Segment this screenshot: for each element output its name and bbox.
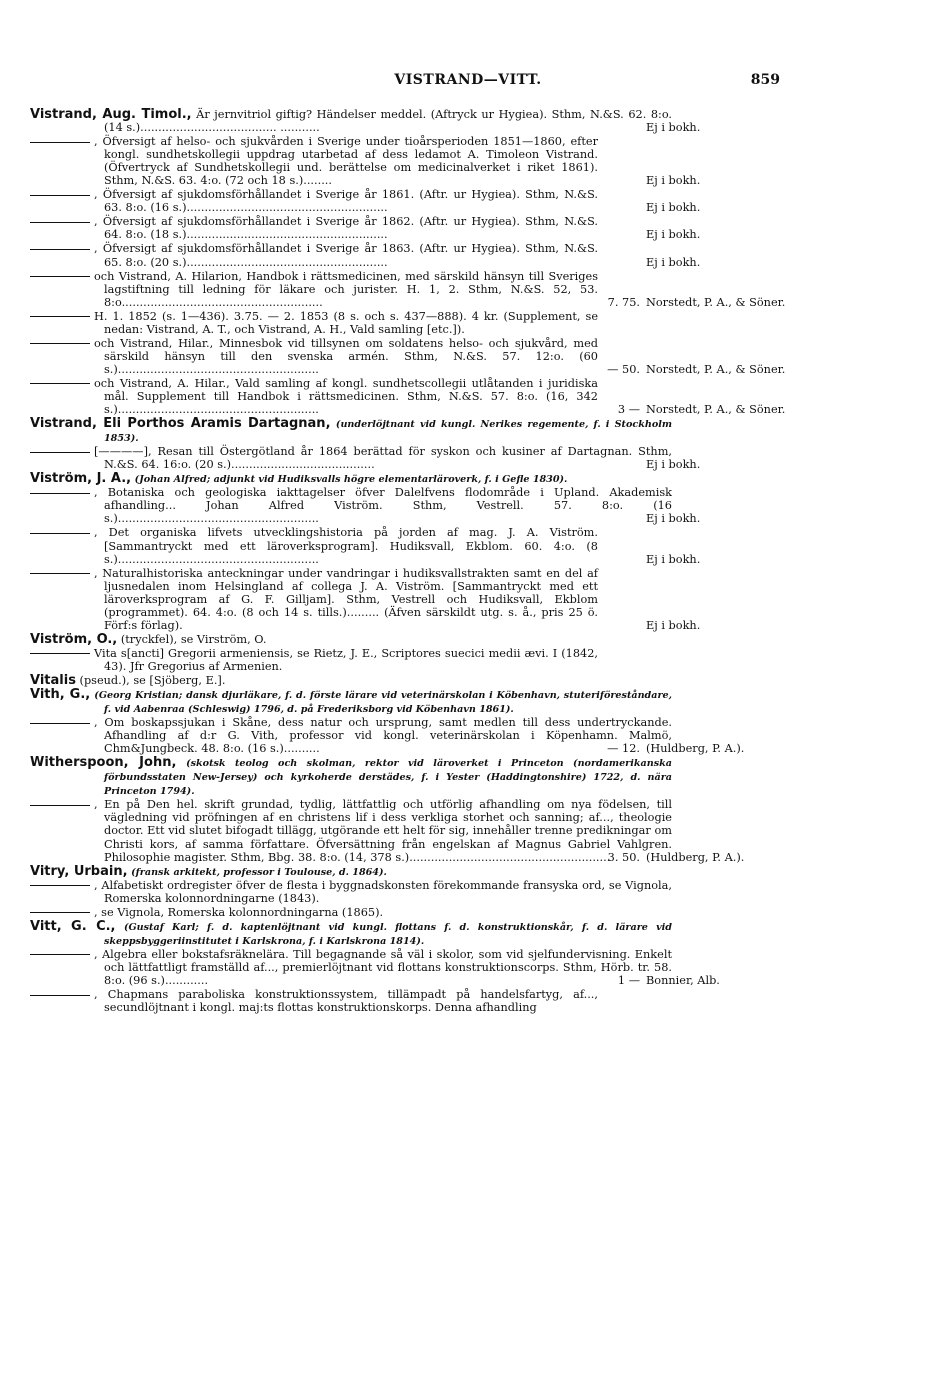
publisher: Ej i bokh. — [646, 121, 701, 135]
ditto-rule — [30, 142, 90, 143]
ditto-rule — [30, 493, 90, 494]
price-publisher — [600, 974, 790, 987]
entry-text: (tryckfel), se Virström, O. — [120, 632, 267, 646]
entry-body — [30, 633, 672, 646]
publisher: (Huldberg, P. A.). — [646, 742, 745, 756]
entry-body — [30, 215, 598, 241]
bibliography-entry — [30, 567, 790, 632]
entry-body — [30, 865, 672, 905]
price-publisher — [600, 851, 790, 864]
price-publisher — [600, 742, 790, 755]
entry-text: och Vistrand, A. Hilar., Vald samling af kongl. sundhetscollegii utlåtanden i juridiska mål. Supplement till Handbok i rättsmedicinen. Sthm, N.&S. 57. 8:o. (16, 342 s.)........................................................ — [94, 376, 598, 417]
publisher: Ej i bokh. — [646, 512, 701, 526]
publisher: Ej i bokh. — [646, 552, 701, 566]
entry-body — [30, 472, 672, 525]
ditto-rule — [30, 912, 90, 913]
price-publisher — [600, 174, 790, 187]
entry-text: , se Vignola, Romerska kolonnordningarna (1865). — [94, 905, 384, 919]
publisher: Ej i bokh. — [646, 255, 701, 269]
bibliography-entry — [30, 988, 790, 1014]
price-publisher — [600, 458, 790, 471]
bibliography-entry — [30, 906, 790, 919]
publisher: Ej i bokh. — [646, 201, 701, 215]
page-header — [0, 72, 936, 94]
publisher: Norstedt, P. A., & Söner. — [646, 403, 786, 417]
price: 1 — — [617, 974, 640, 987]
price: 3 — — [617, 403, 640, 417]
bibliography-entry — [30, 242, 790, 268]
bibliography-entry — [30, 108, 790, 134]
author-note: (fransk arkitekt, professor i Toulouse, d. 1864). — [131, 866, 387, 878]
entry-text: , Naturalhistoriska anteckningar under vandringar i hudiksvallstrakten samt en del af ljusnedalen inom Helsingland af collega J. A. Viström. [Sammantryckt med ett läroverksprogram af G. F. Gilljam]. Sthm, Vestrell och Hudiksvall, Ekblom (programmet). 64. 4:o. (8 och 14 s. tills.)......... (Äfven särskildt utg. s. å., pris 25 ö. Förf:s förlag). — [94, 566, 598, 632]
entry-text: , Algebra eller bokstafsräknelära. Till begagnande så väl i skolor, som vid sjelfundervisning. Enkelt och lättfattligt framställd af..., premierlöjtnant vid flottans konstruktionscorps. Sthm, Hörb. tr. 58. 8:o. (96 s.)............ — [94, 947, 672, 987]
bibliography-entries — [30, 108, 790, 1015]
running-head: VISTRAND—VITT. — [394, 72, 542, 88]
price: — 12. — [607, 742, 640, 756]
bibliography-entry — [30, 920, 790, 987]
publisher: Ej i bokh. — [646, 618, 701, 632]
ditto-rule — [30, 222, 90, 223]
entry-text: , Om boskapssjukan i Skåne, dess natur och ursprung, samt medlen till dess undertryckande. Afhandling af d:r G. Vith, professor vid kongl. veterinärskolan i Köpenhamn. Malmö, Chm&Jungbeck. 48. 8:o. (16 s.).......... — [94, 716, 672, 756]
ditto-rule — [30, 533, 90, 534]
author-heading: Witherspoon, John, — [30, 755, 177, 771]
entry-body — [30, 337, 598, 376]
entry-body — [30, 135, 598, 187]
ditto-rule — [30, 805, 90, 806]
bibliography-entry — [30, 215, 790, 241]
entry-text: Vita s[ancti] Gregorii armeniensis, se Rietz, J. E., Scriptores suecici medii ævi. I (1842, 43). Jfr Gregorius af Armenien. — [94, 646, 598, 673]
bibliography-entry — [30, 310, 790, 336]
author-heading: Vistrand, Eli Porthos Aramis Dartagnan, — [30, 416, 331, 432]
entry-body — [30, 647, 598, 673]
price-publisher — [600, 403, 790, 416]
entry-text: [————], Resan till Östergötland år 1864 berättad för syskon och kusiner af Dartagnan. Sthm, N.&S. 64. 16:o. (20 s.)........................................ — [94, 445, 672, 472]
entry-body — [30, 270, 598, 309]
entry-body — [30, 188, 598, 214]
entry-body — [30, 688, 672, 755]
ditto-rule — [30, 249, 90, 250]
entry-body — [30, 756, 672, 863]
entry-text: , Det organiska lifvets utvecklingshistoria på jorden af mag. J. A. Viström. [Sammantryckt med ett läroverksprogram]. Hudiksvall, Ekblom. 60. 4:o. (8 s.)........................................................ — [94, 526, 598, 566]
author-heading: Vitt, G. C., — [30, 918, 116, 934]
entry-body — [30, 567, 598, 632]
price-publisher — [600, 363, 790, 376]
bibliography-entry — [30, 377, 790, 416]
entry-text: , Chapmans paraboliska konstruktionssystem, tillämpadt på handelsfartyg, af..., secundlöjtnant i kongl. maj:ts flottas konstruktionskorps. Denna afhandling — [94, 988, 598, 1015]
publisher: Ej i bokh. — [646, 228, 701, 242]
entry-body — [30, 988, 598, 1014]
price-publisher — [600, 121, 790, 134]
author-heading: Viström, J. A., — [30, 471, 132, 487]
ditto-rule — [30, 316, 90, 317]
price-publisher — [600, 296, 790, 309]
entry-text: , Öfversigt af sjukdomsförhållandet i Sverige år 1861. (Aftr. ur Hygiea). Sthm, N.&S. 63. 8:o. (16 s.)........................................................ — [94, 188, 598, 215]
price-publisher — [600, 619, 790, 632]
page-number: 859 — [750, 72, 780, 88]
entry-text: H. 1. 1852 (s. 1—436). 3.75. — 2. 1853 (8 s. och s. 437—888). 4 kr. (Supplement, se nedan: Vistrand, A. T., och Vistrand, A. H., Vald samling [etc.]). — [94, 309, 598, 336]
ditto-rule — [30, 995, 90, 996]
entry-text: och Vistrand, Hilar., Minnesbok vid tillsynen om soldatens helso- och sjukvård, med särskild hänsyn till den svenska armén. Sthm, N.&S. 57. 12:o. (60 s.)........................................................ — [94, 336, 598, 376]
bibliography-entry — [30, 135, 790, 187]
entry-text: , Öfversigt af sjukdomsförhållandet i Sverige år 1862. (Aftr. ur Hygiea). Sthm, N.&S. 64. 8:o. (18 s.)........................................................ — [94, 215, 598, 242]
bibliography-entry — [30, 865, 790, 905]
bibliography-entry — [30, 417, 790, 471]
publisher: Norstedt, P. A., & Söner. — [646, 295, 786, 309]
entry-text: , Botaniska och geologiska iakttagelser öfver Dalelfvens flodområde i Upland. Akademisk afhandling... Johan Alfred Viström. Sthm, Vestrell. 57. 8:o. (16 s.)........................................................ — [94, 486, 672, 526]
ditto-rule — [30, 276, 90, 277]
entry-text: och Vistrand, A. Hilarion, Handbok i rättsmedicinen, med särskild hänsyn till Sveriges lagstiftning till ledning för läkare och jurister. H. 1, 2. Sthm, N.&S. 52, 53. 8:o........................................................ — [94, 269, 598, 309]
ditto-rule — [30, 452, 90, 453]
price-publisher — [600, 512, 790, 525]
price-publisher — [600, 201, 790, 214]
entry-body — [30, 526, 598, 565]
author-note: (underlöjtnant vid kungl. Nerikes regemente, f. i Stockholm 1853). — [104, 419, 673, 445]
entry-body — [30, 377, 598, 416]
author-note: (Johan Alfred; adjunkt vid Hudiksvalls högre elementarläroverk, f. i Gefle 1830). — [134, 474, 568, 486]
bibliography-entry — [30, 270, 790, 309]
author-heading: Vitry, Urbain, — [30, 863, 128, 879]
ditto-rule — [30, 954, 90, 955]
author-heading: Vith, G., — [30, 687, 91, 703]
publisher: Ej i bokh. — [646, 174, 701, 188]
entry-body — [30, 242, 598, 268]
publisher: Norstedt, P. A., & Söner. — [646, 362, 786, 376]
ditto-rule — [30, 343, 90, 344]
bibliography-entry — [30, 526, 790, 565]
author-heading: Vistrand, Aug. Timol., — [30, 107, 192, 122]
author-note: (Gustaf Karl; f. d. kaptenlöjtnant vid kungl. flottans f. d. konstruktionskår, f. d. lärare vid skeppsbyggeriinstitutet i Karlskrona, f. i Karlskrona 1814). — [104, 921, 672, 947]
bibliography-entry — [30, 633, 790, 646]
entry-body — [30, 920, 672, 987]
bibliography-entry — [30, 647, 790, 673]
price-publisher — [600, 256, 790, 269]
entry-body — [30, 906, 598, 919]
author-note: (Georg Kristian; dansk djurläkare, f. d. förste lärare vid veterinärskolan i Köbenhavn, stuteriföreståndare, f. vid Aabenraa (Schleswig) 1796, d. på Frederiksborg vid Köbenhavn 1861). — [94, 690, 672, 716]
author-heading: Vitalis — [30, 672, 76, 688]
ditto-rule — [30, 383, 90, 384]
entry-body — [30, 674, 672, 687]
ditto-rule — [30, 885, 90, 886]
bibliography-entry — [30, 337, 790, 376]
price: 3. 50. — [607, 850, 640, 864]
author-note: (skotsk teolog och skolman, rektor vid läroverket i Princeton (nordamerikanska förbundsstaten New-Jersey) och kyrkoherde derstädes, f. i Yester (Haddingtonshire) 1722, d. nära Princeton 1794). — [104, 758, 672, 798]
publisher: Ej i bokh. — [646, 458, 701, 472]
entry-text: , En på Den hel. skrift grundad, tydlig, lättfattlig och utförlig afhandling om nya födelsen, till vägledning vid pröfningen af en christens lif i dess verkliga storhet och sanning; af..., theologie doctor. Ett vid slutet bifogadt tillägg, utgörande ett helt för sig, innehåller trenne predikningar om Christi kors, af samma författare. Öfversättning från engelskan af Magnus Gabriel Vahlgren. Philosophie magister. Sthm, Bbg. 38. 8:o. (14, 378 s.)........................................................ — [94, 798, 672, 864]
entry-body — [30, 310, 598, 336]
ditto-rule — [30, 653, 90, 654]
entry-text: , Alfabetiskt ordregister öfver de flesta i byggnadskonsten förekommande fransyska ord, se Vignola, Romerska kolonnordningarne (1843). — [94, 878, 672, 905]
ditto-rule — [30, 195, 90, 196]
bibliography-entry — [30, 472, 790, 525]
ditto-rule — [30, 723, 90, 724]
price: — 50. — [607, 362, 640, 376]
bibliography-entry — [30, 188, 790, 214]
bibliography-entry — [30, 674, 790, 687]
entry-text: , Öfversigt af sjukdomsförhållandet i Sverige år 1863. (Aftr. ur Hygiea). Sthm, N.&S. 65. 8:o. (20 s.)........................................................ — [94, 242, 598, 269]
price: 7. 75. — [607, 295, 640, 309]
entry-text: (pseud.), se [Sjöberg, E.]. — [79, 673, 226, 687]
price-publisher — [600, 228, 790, 241]
entry-body — [30, 108, 672, 134]
bibliography-entry — [30, 756, 790, 863]
publisher: (Huldberg, P. A.). — [646, 850, 745, 864]
bibliography-entry — [30, 688, 790, 755]
ditto-rule — [30, 573, 90, 574]
entry-text: Är jernvitriol giftig? Händelser meddel. (Aftryck ur Hygiea). Sthm, N.&S. 62. 8:o. (14 s.)...................................... ........... — [104, 108, 673, 135]
entry-body — [30, 417, 672, 471]
author-heading: Viström, O., — [30, 631, 118, 647]
price-publisher — [600, 553, 790, 566]
entry-text: , Öfversigt af helso- och sjukvården i Sverige under tioårsperioden 1851—1860, efter kongl. sundhetskollegii uppdrag utarbetad af dess ledamot A. Timoleon Vistrand. (Öfvertryck af Sundhetskollegii und. berättelse om medicinalverket i riket 1861). Sthm, N.&S. 63. 4:o. (72 och 18 s.)........ — [94, 135, 598, 188]
publisher: Bonnier, Alb. — [646, 974, 720, 987]
